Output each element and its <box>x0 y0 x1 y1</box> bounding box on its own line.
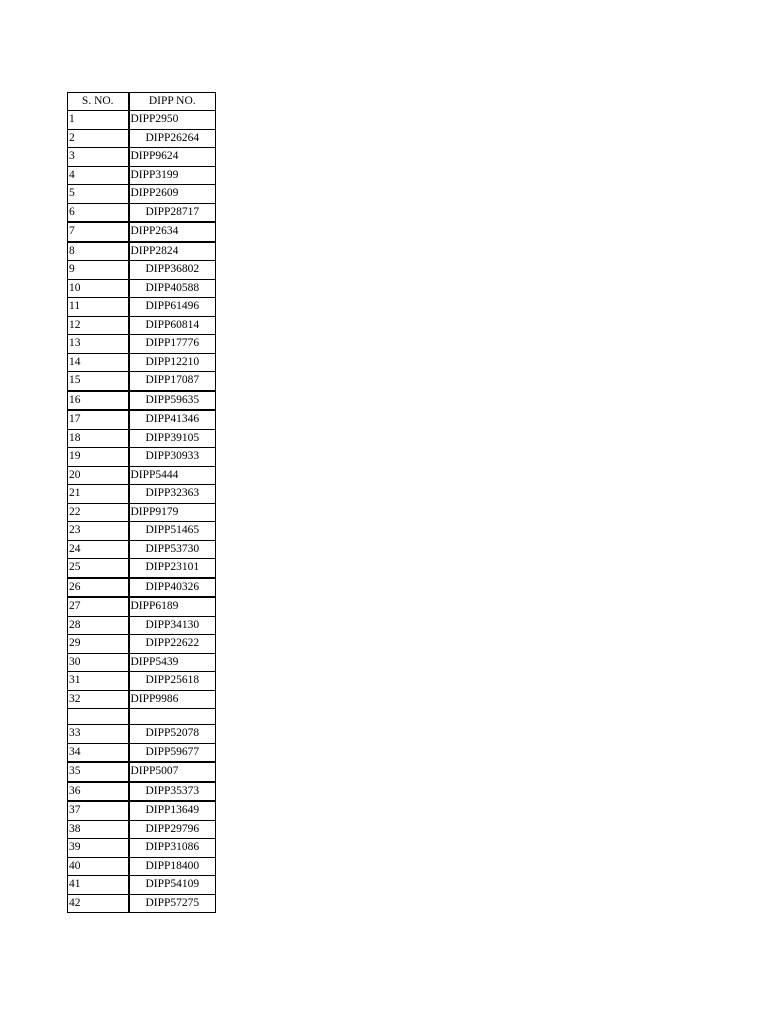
cell-dipp-no: DIPP39105 <box>129 429 216 448</box>
table-row <box>68 725 216 744</box>
cell-dipp-no: DIPP51465 <box>129 522 216 541</box>
cell-sno: 20 <box>68 466 129 485</box>
table-row <box>68 578 216 598</box>
table-row <box>68 820 216 839</box>
table-row <box>68 616 216 635</box>
table-row <box>68 559 216 578</box>
cell-dipp-no: DIPP61496 <box>129 298 216 317</box>
table-row <box>68 690 216 709</box>
cell-sno: 35 <box>68 762 129 782</box>
cell-sno: 26 <box>68 578 129 598</box>
cell-sno: 7 <box>68 222 129 242</box>
table-row <box>68 410 216 429</box>
table-row <box>68 597 216 616</box>
cell-sno: 42 <box>68 894 129 913</box>
cell-sno: 33 <box>68 725 129 744</box>
cell-dipp-no: DIPP22622 <box>129 635 216 654</box>
table-row <box>68 203 216 222</box>
table-row <box>68 522 216 541</box>
table-row <box>68 185 216 204</box>
table-row <box>68 391 216 411</box>
cell-sno: 29 <box>68 635 129 654</box>
table-row <box>68 316 216 335</box>
cell-dipp-no <box>129 709 216 725</box>
cell-sno: 16 <box>68 391 129 411</box>
cell-dipp-no: DIPP13649 <box>129 801 216 820</box>
table-row <box>68 762 216 782</box>
table-row-blank <box>68 709 216 725</box>
cell-dipp-no: DIPP59677 <box>129 743 216 762</box>
cell-sno: 32 <box>68 690 129 709</box>
cell-sno: 27 <box>68 597 129 616</box>
table-row <box>68 839 216 858</box>
cell-dipp-no: DIPP5439 <box>129 653 216 672</box>
header-dipp-no: DIPP NO. <box>129 93 216 111</box>
cell-sno: 34 <box>68 743 129 762</box>
cell-dipp-no: DIPP29796 <box>129 820 216 839</box>
cell-dipp-no: DIPP41346 <box>129 410 216 429</box>
table-row <box>68 485 216 504</box>
cell-dipp-no: DIPP9624 <box>129 148 216 167</box>
cell-dipp-no: DIPP40588 <box>129 279 216 298</box>
table-row <box>68 372 216 391</box>
table-row <box>68 876 216 895</box>
table-row <box>68 801 216 820</box>
cell-sno: 1 <box>68 111 129 130</box>
table-row <box>68 298 216 317</box>
table-row <box>68 166 216 185</box>
cell-sno: 2 <box>68 129 129 148</box>
cell-dipp-no: DIPP32363 <box>129 485 216 504</box>
cell-dipp-no: DIPP2609 <box>129 185 216 204</box>
table-row <box>68 448 216 467</box>
cell-sno: 13 <box>68 335 129 354</box>
table-body <box>68 111 216 913</box>
cell-dipp-no: DIPP36802 <box>129 261 216 280</box>
cell-dipp-no: DIPP2950 <box>129 111 216 130</box>
cell-dipp-no: DIPP6189 <box>129 597 216 616</box>
cell-dipp-no: DIPP25618 <box>129 672 216 691</box>
cell-dipp-no: DIPP34130 <box>129 616 216 635</box>
cell-dipp-no: DIPP53730 <box>129 540 216 559</box>
cell-dipp-no: DIPP5007 <box>129 762 216 782</box>
cell-sno: 24 <box>68 540 129 559</box>
cell-dipp-no: DIPP52078 <box>129 725 216 744</box>
cell-sno: 18 <box>68 429 129 448</box>
table-row <box>68 743 216 762</box>
header-sno: S. NO. <box>68 93 129 111</box>
cell-sno: 8 <box>68 242 129 261</box>
cell-sno: 15 <box>68 372 129 391</box>
cell-dipp-no: DIPP26264 <box>129 129 216 148</box>
cell-sno: 12 <box>68 316 129 335</box>
cell-dipp-no: DIPP3199 <box>129 166 216 185</box>
cell-sno: 28 <box>68 616 129 635</box>
cell-dipp-no: DIPP18400 <box>129 857 216 876</box>
table-row <box>68 111 216 130</box>
table-row <box>68 653 216 672</box>
cell-sno: 36 <box>68 782 129 802</box>
table-row <box>68 129 216 148</box>
table-row <box>68 335 216 354</box>
cell-sno: 6 <box>68 203 129 222</box>
table-row <box>68 635 216 654</box>
cell-dipp-no: DIPP17776 <box>129 335 216 354</box>
table-row <box>68 261 216 280</box>
cell-dipp-no: DIPP23101 <box>129 559 216 578</box>
cell-sno: 23 <box>68 522 129 541</box>
cell-sno: 5 <box>68 185 129 204</box>
cell-dipp-no: DIPP35373 <box>129 782 216 802</box>
cell-dipp-no: DIPP59635 <box>129 391 216 411</box>
cell-dipp-no: DIPP9179 <box>129 503 216 522</box>
cell-sno: 11 <box>68 298 129 317</box>
cell-dipp-no: DIPP2634 <box>129 222 216 242</box>
spreadsheet-sheet <box>67 92 215 913</box>
cell-sno: 21 <box>68 485 129 504</box>
table-row <box>68 540 216 559</box>
dipp-table <box>67 92 216 913</box>
cell-sno: 19 <box>68 448 129 467</box>
cell-sno: 4 <box>68 166 129 185</box>
cell-sno: 41 <box>68 876 129 895</box>
table-row <box>68 857 216 876</box>
table-row <box>68 782 216 802</box>
cell-dipp-no: DIPP9986 <box>129 690 216 709</box>
table-row <box>68 353 216 372</box>
cell-sno: 38 <box>68 820 129 839</box>
cell-sno: 39 <box>68 839 129 858</box>
cell-sno: 31 <box>68 672 129 691</box>
cell-dipp-no: DIPP54109 <box>129 876 216 895</box>
cell-sno: 22 <box>68 503 129 522</box>
table-row <box>68 429 216 448</box>
cell-dipp-no: DIPP40326 <box>129 578 216 598</box>
cell-sno: 37 <box>68 801 129 820</box>
table-row <box>68 242 216 261</box>
header-row <box>68 93 216 111</box>
cell-dipp-no: DIPP12210 <box>129 353 216 372</box>
cell-sno: 14 <box>68 353 129 372</box>
cell-dipp-no: DIPP30933 <box>129 448 216 467</box>
table-row <box>68 222 216 242</box>
cell-sno: 40 <box>68 857 129 876</box>
cell-dipp-no: DIPP28717 <box>129 203 216 222</box>
cell-sno: 10 <box>68 279 129 298</box>
table-row <box>68 279 216 298</box>
cell-dipp-no: DIPP2824 <box>129 242 216 261</box>
table-row <box>68 466 216 485</box>
table-row <box>68 148 216 167</box>
cell-dipp-no: DIPP17087 <box>129 372 216 391</box>
cell-dipp-no: DIPP31086 <box>129 839 216 858</box>
cell-sno: 9 <box>68 261 129 280</box>
cell-dipp-no: DIPP57275 <box>129 894 216 913</box>
cell-sno: 30 <box>68 653 129 672</box>
cell-sno <box>68 709 129 725</box>
cell-sno: 25 <box>68 559 129 578</box>
cell-sno: 3 <box>68 148 129 167</box>
table-row <box>68 894 216 913</box>
cell-dipp-no: DIPP60814 <box>129 316 216 335</box>
table-row <box>68 672 216 691</box>
table-row <box>68 503 216 522</box>
cell-dipp-no: DIPP5444 <box>129 466 216 485</box>
cell-sno: 17 <box>68 410 129 429</box>
